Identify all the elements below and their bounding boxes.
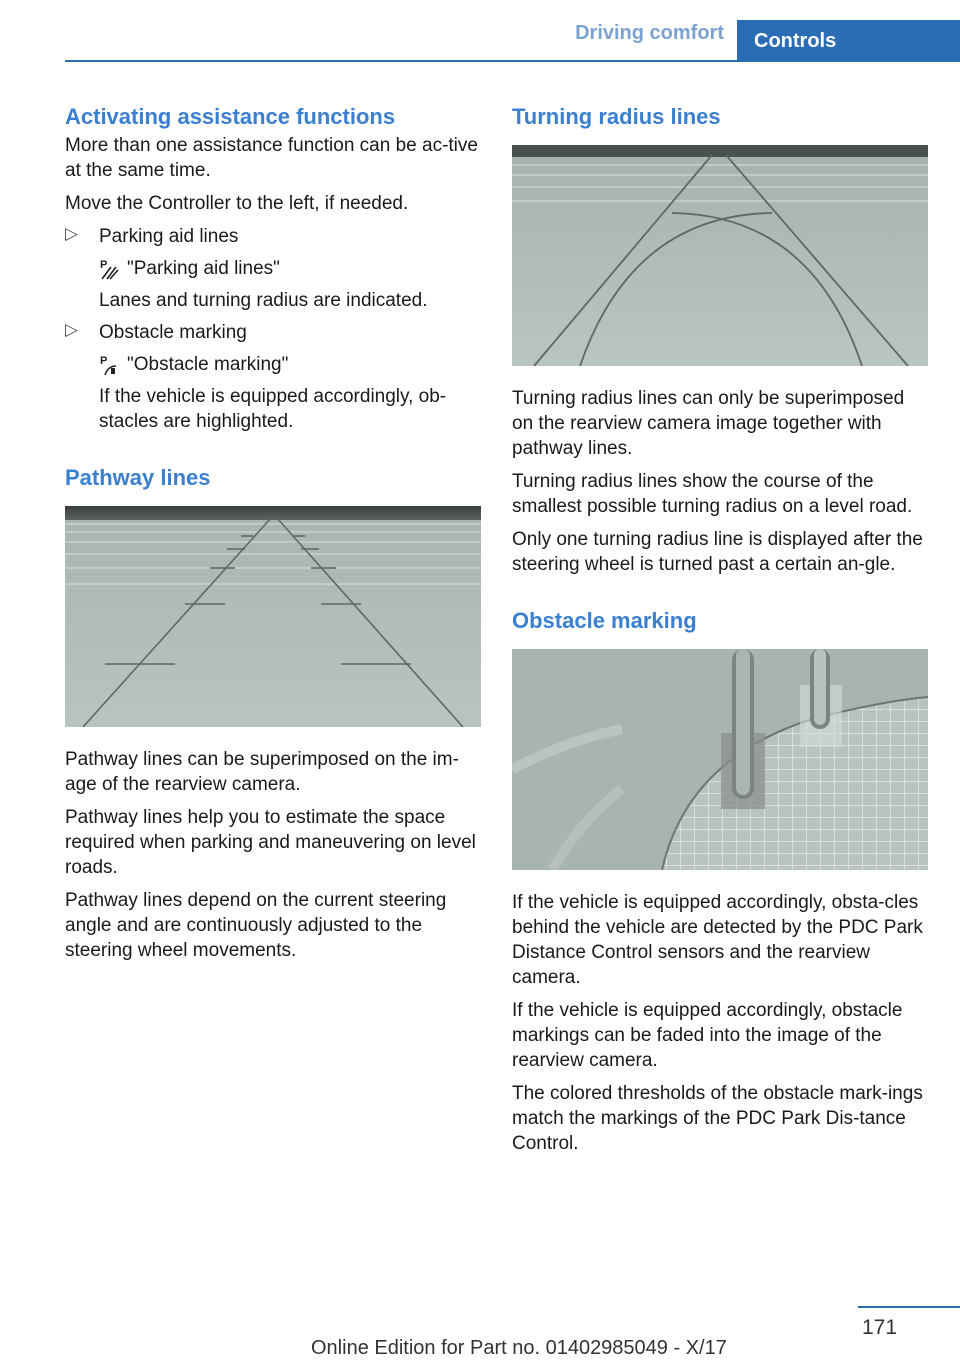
page-header xyxy=(0,0,960,62)
edition-note: Online Edition for Part no. 01402985049 - X/17 xyxy=(311,1337,727,1359)
pathway-text-1: Pathway lines can be superimposed on the im-age of the rearview camera. xyxy=(65,749,459,795)
turning-text-3: Only one turning radius line is displayed after the steering wheel is turned past a certain an-gle. xyxy=(512,529,923,575)
obstacle-marking-icon xyxy=(99,354,119,376)
pathway-text-3: Pathway lines depend on the current steering angle and are continuously adjusted to the steering wheel movements. xyxy=(65,890,447,961)
list-marker: ▷ xyxy=(65,224,79,243)
header-section-tab: Driving comfort xyxy=(575,22,724,44)
turning-text-2: Turning radius lines show the course of the smallest possible turning radius on a level road. xyxy=(512,471,913,517)
option-label: Obstacle marking xyxy=(99,322,247,343)
option-menu-label: "Obstacle marking" xyxy=(127,354,289,375)
option-label: Parking aid lines xyxy=(99,226,239,247)
turning-radius-lines-illustration xyxy=(512,145,928,366)
activating-text-1: More than one assistance function can be ac-tive at the same time. xyxy=(65,135,478,181)
list-marker: ▷ xyxy=(65,320,79,339)
left-column xyxy=(65,103,481,971)
heading-pathway-lines: Pathway lines xyxy=(65,465,211,490)
pathway-lines-illustration xyxy=(65,506,481,727)
obstacle-text-2: If the vehicle is equipped accordingly, obstacle markings can be faded into the image of the rearview camera. xyxy=(512,1000,903,1071)
option-menu-item xyxy=(99,352,481,377)
option-description: If the vehicle is equipped accordingly, ob-stacles are highlighted. xyxy=(99,386,447,432)
heading-turning-radius-lines: Turning radius lines xyxy=(512,104,721,129)
option-menu-label: "Parking aid lines" xyxy=(127,258,280,279)
option-menu-item xyxy=(99,256,481,281)
option-description: Lanes and turning radius are indicated. xyxy=(99,290,428,311)
header-chapter-tab: Controls xyxy=(737,20,960,62)
obstacle-marking-illustration xyxy=(512,649,928,870)
option-parking-aid-lines xyxy=(65,224,481,313)
activating-text-2: Move the Controller to the left, if needed. xyxy=(65,193,409,214)
pathway-text-2: Pathway lines help you to estimate the space required when parking and maneuvering on level roads. xyxy=(65,807,476,878)
option-obstacle-marking xyxy=(65,320,481,434)
obstacle-text-1: If the vehicle is equipped accordingly, obsta-cles behind the vehicle are detected by the PDC Park Distance Control sensors and the rearview camera. xyxy=(512,892,923,988)
svg-text:P: P xyxy=(100,354,108,367)
svg-text:P: P xyxy=(100,258,108,271)
footer-rule xyxy=(858,1306,960,1308)
right-column xyxy=(512,103,928,1164)
page-number: 171 xyxy=(862,1316,898,1339)
parking-aid-lines-icon xyxy=(99,258,119,280)
obstacle-text-3: The colored thresholds of the obstacle mark-ings match the markings of the PDC Park Dis-tance Control. xyxy=(512,1083,923,1154)
turning-text-1: Turning radius lines can only be superimposed on the rearview camera image together with pathway lines. xyxy=(512,388,905,459)
heading-activating-assistance: Activating assistance functions xyxy=(65,104,396,129)
header-rule xyxy=(65,60,960,62)
heading-obstacle-marking: Obstacle marking xyxy=(512,608,697,633)
